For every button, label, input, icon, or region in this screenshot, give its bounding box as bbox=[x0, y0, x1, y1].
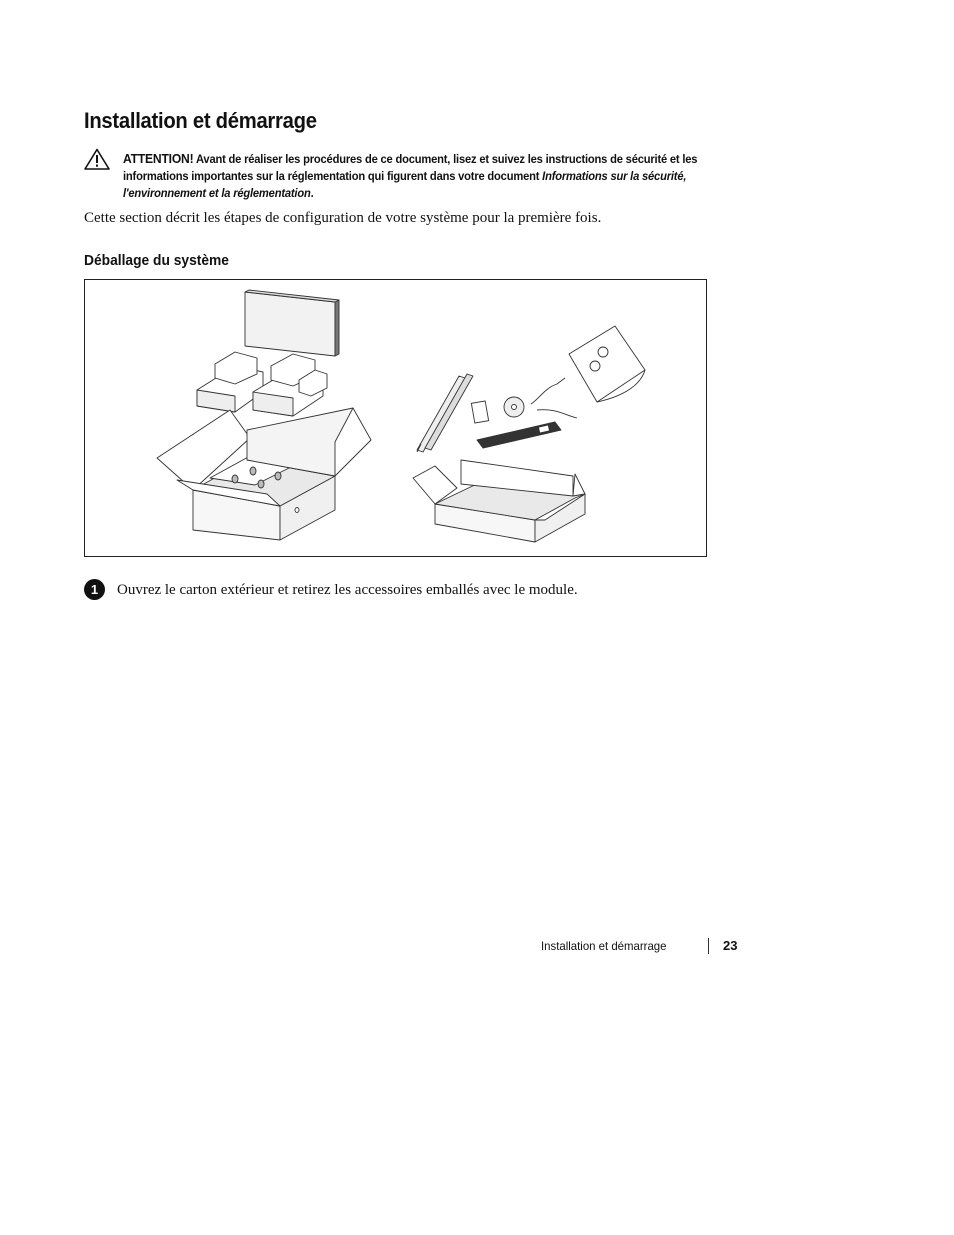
rail-kit bbox=[417, 374, 473, 452]
warning-triangle-icon bbox=[84, 148, 110, 170]
step-number-badge: 1 bbox=[84, 579, 105, 600]
unpacking-illustration bbox=[84, 279, 707, 557]
warning-doc-title: Informations sur la sécurité, l'environnement et la réglementation bbox=[123, 169, 687, 200]
cable bbox=[531, 378, 565, 404]
footer-separator bbox=[708, 938, 709, 954]
page-number: 23 bbox=[723, 938, 738, 953]
warning-label: ATTENTION! bbox=[123, 151, 194, 166]
foam-insert-right bbox=[253, 354, 327, 416]
section-title: Déballage du système bbox=[84, 252, 229, 269]
step-text: Ouvrez le carton extérieur et retirez les accessoires emballés avec le module. bbox=[117, 582, 578, 598]
intro-paragraph: Cette section décrit les étapes de configuration de votre système pour la première fois. bbox=[84, 210, 602, 226]
warning-body: Avant de réaliser les procédures de ce document, lisez et suivez les instructions de sécurité et les informations importantes sur la réglementation qui figurent dans votre document bbox=[123, 152, 698, 183]
documentation-booklet bbox=[471, 401, 488, 423]
page-title: Installation et démarrage bbox=[84, 108, 317, 133]
accessory-bag bbox=[569, 326, 645, 402]
small-box bbox=[413, 460, 585, 542]
power-cord bbox=[537, 410, 577, 418]
footer-title: Installation et démarrage bbox=[541, 939, 667, 953]
large-box bbox=[157, 408, 371, 540]
unpacking-drawing bbox=[85, 280, 708, 558]
warning-end: . bbox=[310, 186, 314, 200]
warning-notice bbox=[123, 150, 718, 202]
